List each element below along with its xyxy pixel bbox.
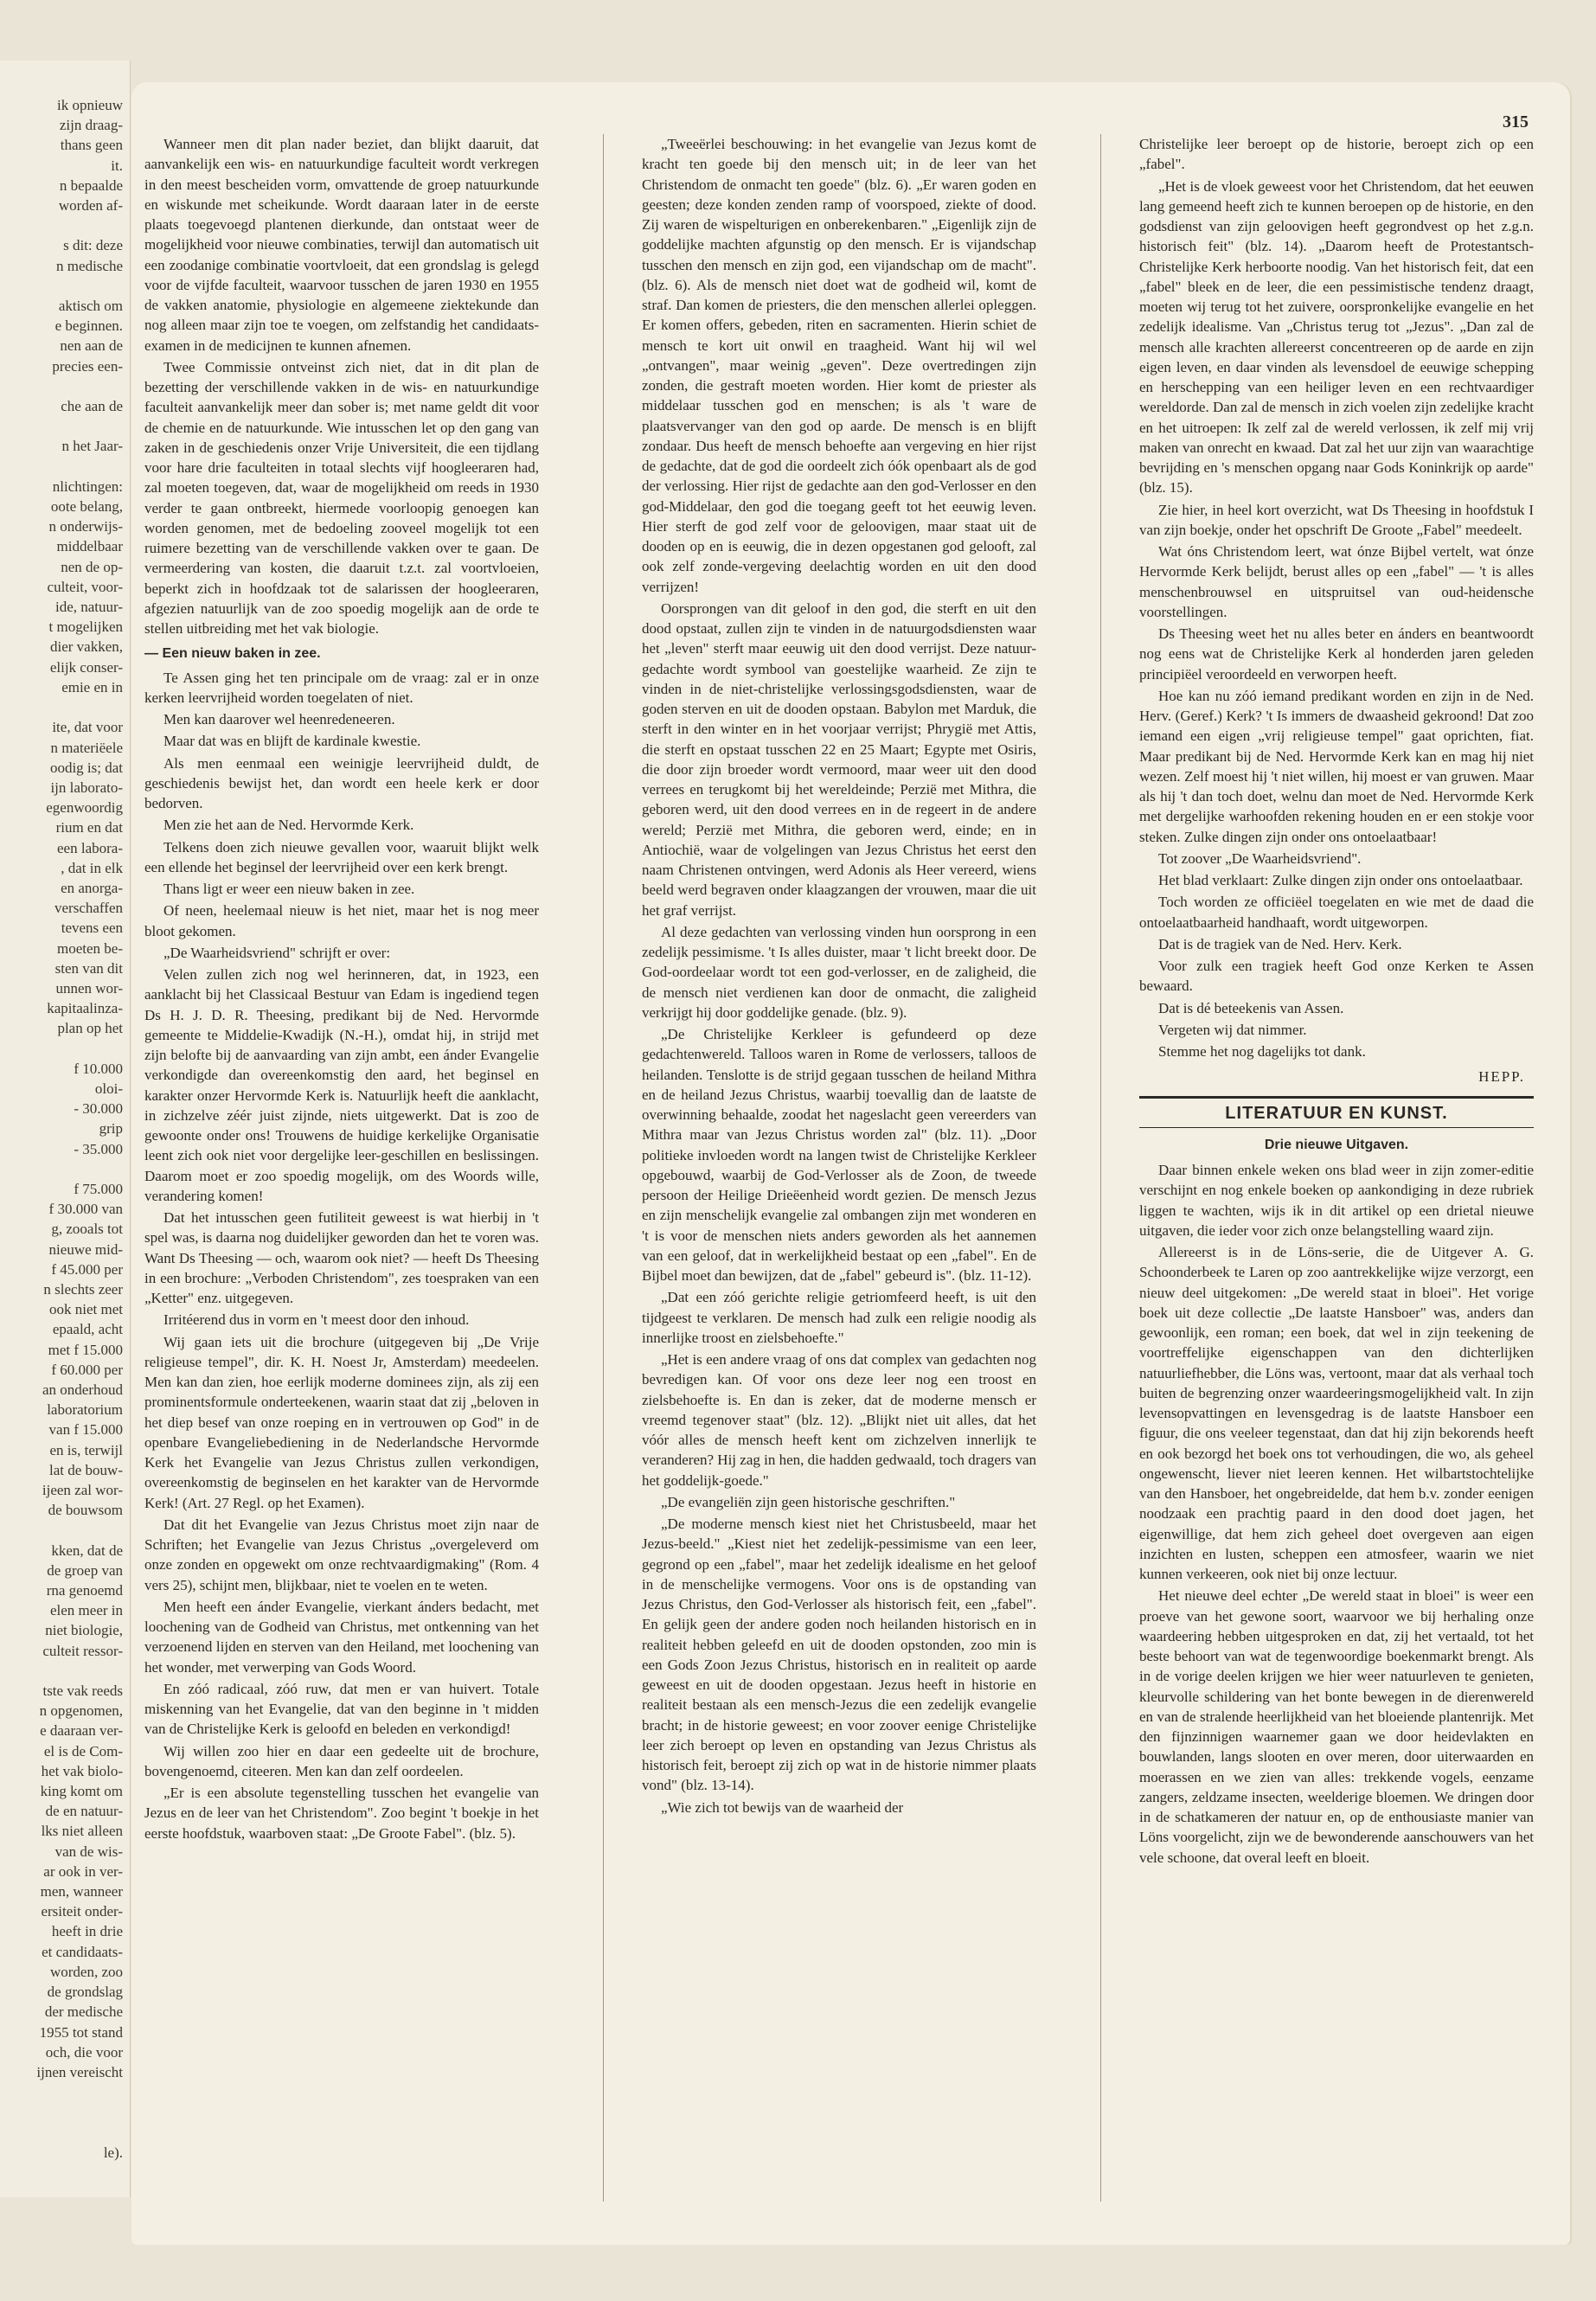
previous-page-line: sten van dit	[54, 959, 123, 977]
column-3	[1139, 134, 1534, 1869]
previous-page-line: en anorga-	[61, 879, 123, 896]
previous-page-line: it.	[111, 157, 123, 174]
previous-page-line: thans geen	[60, 137, 123, 154]
previous-page-line: f 45.000 per	[51, 1260, 123, 1278]
previous-page-line: ersiteit onder-	[41, 1903, 123, 1920]
previous-page-line: n slechts zeer	[43, 1280, 123, 1298]
previous-page-line: nen aan de	[60, 337, 123, 355]
paragraph: Of neen, heelemaal nieuw is het niet, maar het is nog meer bloot gekomen.	[144, 902, 539, 939]
page-number: 315	[1503, 112, 1529, 131]
previous-page-line: zijn draag-	[59, 117, 123, 134]
paragraph: Hoe kan nu zóó iemand predikant worden en zijn in de Ned. Herv. (Geref.) Kerk? 't Is immers de dwaasheid gekroond! Dat zoo iemand een eigen „vrij religieuse tempel" gaat oprichten, fiat. Maar predikant bij de Ned. Hervormde Kerk kan en mag hij niet wezen. Zelf moest hij 't niet willen, hij moest er van gruwen. Maar als hij 't dan toch doet, welnu dan moet de Ned. Hervormde Kerk met dergelijke warhoofden rekening houden en er een stokje voor steken. Zulke dingen zijn onder ons ontoelaatbaar!	[1139, 687, 1534, 845]
quote-paragraph: Dat dit het Evangelie van Jezus Christus moet zijn naar de Schriften; het Evangelie van Jezus Christus „overgeleverd om onze zonden en opgewekt om onze rechtvaardigmaking" (Rom. 4 vers 25), schijnt men, blijkbaar, niet te voelen en te weten.	[144, 1516, 539, 1593]
paragraph: Zie hier, in heel kort overzicht, wat Ds Theesing in hoofdstuk I van zijn boekje, onder het opschrift De Groote „Fabel" meedeelt.	[1139, 501, 1534, 538]
previous-page-line: men, wanneer	[40, 1883, 123, 1900]
previous-page-line: e daaraan ver-	[40, 1722, 123, 1740]
previous-page-line: e beginnen.	[54, 317, 123, 335]
previous-page-line: oodig is; dat	[49, 759, 123, 776]
previous-page-line: ide, natuur-	[54, 599, 123, 616]
previous-page-line: ijnen vereischt	[36, 2063, 123, 2080]
previous-page-line: et candidaats-	[42, 1943, 123, 1960]
paragraph: „Tweeërlei beschouwing: in het evangelie van Jezus komt de kracht ten goede bij den mensch uit; in de leer van het Christendom de onmacht ten goede" (blz. 6). „Er waren goden en geesten; deze konden zenden ramp of voorspoed, ziekte of dood. Zij waren de wispelturigen en onberekenbaren." „Eigenlijk zijn de goddelijke machten afgunstig op den mensch. Er is vijandschap tusschen den mensch en zijn god, een vijandschap om de macht". (blz. 6). Als de mensch niet doet wat de godheid wil, komt de straf. Dan komen de priesters, die den menschen allerlei opleggen. Er komen offers, gebeden, riten en sacramenten. Hierin schiet de mensch te kort uit onwil en traagheid. Want hij wil wel „ontvangen", maar weinig „geven". Deze overtredingen zijn zonden, die gestraft moeten worden. Hier komt de priester als middelaar tusschen god en menschen; is als 't ware de plaatsvervanger van den god op aarde. De mensch is en blijft zondaar. Dus heeft de mensch behoefte aan vergeving en hier rijst de gedachte, dat de god die oordeelt zich óók openbaart als de god der verlossing. Hier rijst de gedachte aan den god-Verlosser en den god-Middelaar, den god die toegang geeft tot het eeuwig leven. Hier sterft de god zelf voor de geloovigen, maar staat uit de dooden op en is eeuwig, die in dezen opgestanen god gelooft, zal ook zelf zonde-vergeving deelachtig worden en uit den dood verrijzen!	[642, 136, 1036, 595]
paragraph: Wat óns Christendom leert, wat ónze Bijbel vertelt, wat ónze Hervormde Kerk belijdt, berust alles op een „fabel" — 't is alles menschenbrouwsel en uitspruitsel van oud-heidensche voorstellingen.	[1139, 543, 1534, 620]
previous-page-line	[0, 457, 123, 477]
paragraph: Dat is de tragiek van de Ned. Herv. Kerk.	[1158, 935, 1402, 952]
previous-page-line: n materiëele	[50, 739, 123, 756]
paragraph: Christelijke leer beroept op de historie, beroept zich op een „fabel".	[1139, 136, 1534, 173]
previous-page-line: dier vakken,	[49, 638, 123, 656]
paragraph: Men kan daarover wel heenredeneeren.	[163, 711, 395, 727]
previous-page-line: elen meer in	[49, 1602, 123, 1619]
paragraph: „Het is de vloek geweest voor het Christendom, dat het eeuwen lang gemeend heeft zich te kunnen beroepen op de historie, en den godsdienst van zijn geloovigen heeft gegrondvest op het z.g.n. historisch feit" (blz. 14). „Daarom heeft de Protestantsch-Christelijke Kerk herboorte noodig. Van het historisch feit, dat een „fabel" bleek en de leer, die een pessimistische tendenz draagt, moeten wij terug tot het zuivere, oorspronkelijke evangelie en het zedelijk idealisme. Van „Christus terug tot „Jezus". „Dan zal de mensch alle krachten allereerst concentreeren op de aarde en zijn eigen leven, en daar vinden als levensdoel de eeuwige schepping en herschepping van een heiliger leven en een rechtvaardiger wereldorde. Dan zal de mensch in zich voelen zijn zedelijke kracht en het uitroepen: Ik zelf zal de wereld verlossen, ik zelf mij vrij maken van onrecht en kwaad. Dat zal het uur zijn van waarachtige bevrijding en 's menschen opgang naar Gods Koninkrijk op aarde" (blz. 15).	[1139, 177, 1534, 497]
previous-page-line: het vak biolo-	[41, 1762, 123, 1779]
previous-page-line: f 30.000 van	[48, 1201, 123, 1218]
previous-page-line: n opgenomen,	[39, 1702, 123, 1720]
previous-page-line: f 75.000	[74, 1180, 123, 1197]
paragraph: Stemme het nog dagelijks tot dank.	[1158, 1043, 1366, 1060]
previous-page-line: lat de bouw-	[49, 1461, 123, 1478]
newspaper-page	[131, 82, 1572, 2245]
previous-page-line: culteit ressor-	[42, 1642, 123, 1659]
paragraph: Maar dat was en blijft de kardinale kwestie.	[163, 733, 421, 750]
paragraph: „De moderne mensch kiest niet het Christusbeeld, maar het Jezus-beeld." „Kiest niet het zedelijk-pessimisme van een leer, gegrond op een „fabel", maar het zedelijk idealisme en het geloof in de menschelijke vermogens. Voor ons is de opstanding van Jezus Christus, den God-Verlosser als historisch feit, een „fabel". En gelijk geen der andere goden noch heilanden historisch en in realiteit hebben geleefd en uit de dooden opstonden, zoo min is een Gods Zoon Jezus Christus, historisch en in realiteit op aarde geweest en uit de dooden opgestaan. Jezus heeft in historie en realiteit bestaan als een mensch-Jezus die een zedelijk evangelie bracht; in de historie geweest; en voor zoover eenige Christelijke leer zich beroept op leven en opstanding van Jezus Christus als historisch feit, beroept zij zich op wat in de historie nimmer plaats vond" (blz. 13-14).	[642, 1516, 1036, 1794]
previous-page-line: met f 15.000	[48, 1341, 123, 1358]
previous-page-line: emie en in	[61, 678, 123, 695]
previous-page-line: nieuwe mid-	[48, 1240, 123, 1258]
previous-page-line: ik opnieuw	[56, 97, 123, 113]
section-title-baken: — Een nieuw baken in zee.	[144, 646, 321, 662]
previous-page-line: el is de Com-	[43, 1742, 123, 1759]
previous-page-line: tevens een	[61, 920, 123, 937]
previous-page-line	[0, 1520, 123, 1540]
paragraph: Tot zoover „De Waarheidsvriend".	[1158, 849, 1362, 867]
previous-page-line: epaald, acht	[52, 1321, 123, 1338]
paragraph: Het blad verklaart: Zulke dingen zijn onder ons ontoelaatbaar.	[1158, 872, 1523, 888]
previous-page-line: precies een-	[52, 357, 123, 375]
paragraph: Allereerst is in de Löns-serie, die de Uitgever A. G. Schoonderbeek te Laren op zoo aantrekkelijke wijze verzorgt, een nieuw deel uitgekomen: „De wereld staat in bloei". Het vorige boek uit deze collectie „De laatste Hansboer" was, anders dan gewoonlijk, een roman; een boek, dat wel in zijn teekening de voortreffelijke eigenschappen van den dichterlijken natuurliefhebber, die Löns was, vertoont, maar dat als verhaal toch buiten de begrenzing onzer waardeeringsmogelijkheid valt. In zijn levensopvattingen en levensgedrag is de laatste Hansboer een figuur, die ons veeleer tegenstaat, dan dat hij zijn bekorends heeft en ook bezorgd het boek ons tot verhoudingen, die wo, als geheel ongewenscht, liever niet leeren kennen. Het wilbartstochtelijke van den Hansboer, het ongebreidelde, dat hem b.v. zonder eenigen noodzaak een prachtig paard in den dood doet jagen, het eigenwillige, dat hem zich geheel doet overgeven aan eigen inzichten en lusten, scheppen een atmosfeer, waarin we niet kunnen verkeeren, ook niet bij onze lectuur.	[1139, 1244, 1534, 1582]
previous-page-line: worden af-	[58, 197, 123, 215]
paragraph: Ds Theesing weet het nu alles beter en ánders en beantwoordt nog eens wat de Christelijke Kerk al honderden jaren geleden principiëel veroordeeld en verworpen heeft.	[1139, 625, 1534, 683]
quote-paragraph: En zóó radicaal, zóó ruw, dat men er van huivert. Totale miskenning van het Evangelie, dat van den beginne in 't midden van de Christelijke Kerk is geloofd en beleden en verkondigd!	[144, 1680, 539, 1738]
paragraph: „De Waarheidsvriend" schrijft er over:	[163, 944, 391, 961]
previous-page-line: moeten be-	[57, 939, 123, 957]
paragraph: „De Christelijke Kerkleer is gefundeerd op deze gedachtenwereld. Talloos waren in Rome de verlossers, talloos de heilanden. Tenslotte is de strijd gegaan tusschen de heiland Mithra en de heiland Jezus Christus, waarbij toevallig dan de laatste de overwinning behaalde, zoodat het nageslacht geen vereerders van Mithra maar van Jezus Christus worden zal" (blz. 11). „Door politieke invloeden wordt na langen twist de Christelijke Kerkleer opgebouwd, waarbij de God-Verlosser als de Zoon, de tweede persoon der Heilige Drieëenheid wordt gezien. De mensch Jezus en zijn menschelijk evangelie zal ombangen zijn met wonderen en 't is voor de menschen niets anders geworden als het aannemen van een geloof, dat in werkelijkheid bestaat op een „fabel". En de Bijbel moet dan bewijzen, dat de „fabel" gebeurd is". (blz. 11-12).	[642, 1026, 1036, 1284]
paragraph: Twee Commissie ontveinst zich niet, dat in dit plan de bezetting der verschillende vakken in de wis- en natuurkundige faculteit aanvankelijk meer dan sober is; met name geldt dit voor de chemie en de natuurkunde. Wie intusschen let op den gang van zaken in de geschiedenis onzer Vrije Universiteit, die een tijdlang voor hare drie faculteiten in totaal slechts vijf hoogleeraren had, zal moeten toegeven, dat, waar de mogelijkheid om reeds in 1930 verder te gaan ontbreekt, hiermede voorloopig genoegen kan worden genomen, met de bedoeling zooveel mogelijk tot een ruimere bezetting van de verschillende vakken over te gaan. De vermeerdering van kosten, die daaruit t.z.t. zal voortvloeien, beperkt zich in hoofdzaak tot de salarissen der hoogleeraren, afgezien natuurlijk van de zoo spoedig mogelijk aan de orde te stellen uitbreiding met het vak biologie.	[144, 358, 539, 637]
paragraph: „Dat een zóó gerichte religie getriomfeerd heeft, is uit den tijdgeest te verklaren. De mensch had zulk een religie noodig als innerlijke troost en zielsbehoefte."	[642, 1289, 1036, 1346]
quote-paragraph: Dat het intusschen geen futiliteit geweest is wat hierbij in 't spel was, is daarna nog duidelijker geworden dan het te voren was. Want Ds Theesing — och, waarom ook niet? — heeft Ds Theesing in een brochure: „Verboden Christendom", zes toespraken van een „Ketter" enz. uitgegeven.	[144, 1209, 539, 1306]
paragraph: Wanneer men dit plan nader beziet, dan blijkt daaruit, dat aanvankelijk een wis- en natuurkundige faculteit wordt verkregen in den meest bescheiden vorm, omvattende de groep natuurkunde en wiskunde met scheikunde. Wordt daaraan later in de eerste plaats toegevoegd plantenen dierkunde, dan ontstaat weer de mogelijkheid voor nieuwe combinaties, terwijl dan automatisch uit een zoodanige combinatie voortvloeit, dat een grondslag is gelegd voor de vijfde faculteit, waarvoor tusschen de jaren 1930 en 1955 de vakken anatomie, physiologie en algemeene ziektekunde dan nog alleen maar zijn toe te voegen, om zelfstandig het candidaats-examen in de medicijnen te kunnen afnemen.	[144, 136, 539, 354]
paragraph: Vergeten wij dat nimmer.	[1158, 1021, 1307, 1038]
previous-page-line	[0, 697, 123, 717]
previous-page-line: g, zooals tot	[51, 1221, 123, 1238]
previous-page-line: culteit, voor-	[47, 578, 123, 595]
paragraph: „Wie zich tot bewijs van de waarheid der	[661, 1798, 904, 1816]
previous-page-line: ook niet met	[49, 1301, 123, 1318]
previous-page-line: plan op het	[57, 1020, 123, 1037]
previous-page-line: elijk conser-	[49, 658, 123, 676]
previous-page-line: en is, terwijl	[49, 1441, 123, 1458]
column-divider	[603, 134, 604, 2202]
previous-page-line: van de wis-	[54, 1843, 123, 1860]
previous-page-edge	[0, 61, 131, 2197]
previous-page-line: een labora-	[57, 839, 123, 856]
paragraph: Toch worden ze officiëel toegelaten en wie met de daad die ontoelaatbaarheid handhaaft, wordt uitgeworpen.	[1139, 894, 1534, 931]
previous-page-line: - 35.000	[74, 1140, 123, 1157]
column-divider	[1100, 134, 1101, 2202]
previous-page-line: ite, dat voor	[52, 719, 123, 736]
previous-page-line: s dit: deze	[63, 237, 123, 254]
previous-page-line	[0, 1039, 123, 1059]
previous-page-line: van f 15.000	[48, 1421, 123, 1439]
previous-page-line: 1955 tot stand	[39, 2023, 123, 2041]
previous-page-line: n bepaalde	[59, 176, 123, 194]
previous-page-line: lks niet alleen	[41, 1823, 123, 1840]
previous-page-column-fragment	[0, 95, 123, 2163]
previous-page-line: worden, zoo	[49, 1963, 123, 1980]
paragraph: Al deze gedachten van verlossing vinden hun oorsprong in een zedelijk pessimisme. 't Is alles duister, maar 't licht breekt door. De God-oordeelaar wordt tot een god-verlosser, en de zaligheid, die de mensch niet verdienen kan door de onmacht, die zaligheid verkrijgt hij door goddelijke genade. (blz. 9).	[642, 923, 1036, 1021]
previous-page-line: verschaffen	[54, 900, 123, 917]
previous-page-line: t mogelijken	[48, 619, 123, 636]
paragraph: „De evangeliën zijn geen historische geschriften."	[661, 1493, 956, 1510]
previous-page-line: nen de op-	[61, 558, 123, 575]
paragraph: „Het is een andere vraag of ons dat complex van gedachten nog bevredigen kan. Of voor ons deze leer nog een troost en zielsbehoefte is. En dan is zeker, dat de moderne mensch er vreemd tegenover staat" (blz. 12). „Blijkt niet uit alles, dat het vóór alles de mensch heeft kent om zichzelven innerlijk te veranderen? Hij zag in hen, die hadden gedwaald, toch dragers van het goddelijk-goede."	[642, 1351, 1036, 1489]
previous-page-line: egenwoordig	[46, 799, 123, 817]
paragraph: Het nieuwe deel echter „De wereld staat in bloei" is weer een proeve van het gewone soort, waarvoor we bij herhaling onze waardeering hebben uitgesproken en dat, zij het vertaald, tot het beste behoort van wat de tegenwoordige boekenmarkt brengt. Als in de vorige deelen krijgen we hier weer natuurleven te genieten, kleurvolle schildering van het bonte bewegen in de dierenwereld en van de stralende heerlijkheid van het bloeiende plantenrijk. Met den fijnzinnigen waarnemer gaan we door heidevlakten en bouwlanden, langs slooten en over meren, door uiterwaarden en moerassen en we zien van alles: trekkende vogels, eenzame zangers, zeldzame insecten, weelderige bloemen. We dringen door in de schatkameren der natuur en, op de enthousiaste manier van Löns voorgelicht, zijn we de bewonderende aanschouwers van het vele schoone, dat overal leeft en bloeit.	[1139, 1587, 1534, 1866]
paragraph: Voor zulk een tragiek heeft God onze Kerken te Assen bewaard.	[1139, 958, 1534, 995]
previous-page-line: tste vak reeds	[42, 1682, 123, 1700]
previous-page-line: de en natuur-	[45, 1803, 123, 1820]
previous-page-line: unnen wor-	[55, 979, 123, 997]
paragraph: Te Assen ging het ten principale om de vraag: zal er in onze kerken leervrijheid worden toegelaten of niet.	[144, 669, 539, 706]
previous-page-line	[0, 2082, 123, 2102]
section-title-literatuur: LITERATUUR EN KUNST.	[1139, 1096, 1534, 1128]
previous-page-line	[0, 276, 123, 296]
previous-page-line: de bouwsom	[48, 1502, 123, 1519]
previous-page-line: ijeen zal wor-	[42, 1482, 123, 1499]
previous-page-line: oloi-	[94, 1080, 123, 1097]
previous-page-line: n het Jaar-	[61, 438, 123, 455]
previous-page-line	[0, 376, 123, 396]
previous-page-line: rna genoemd	[46, 1582, 123, 1599]
previous-page-line: - 30.000	[74, 1100, 123, 1118]
previous-page-line: , dat in elk	[61, 859, 123, 876]
quote-paragraph: Men heeft een ánder Evangelie, vierkant ánders bedacht, met loochening van de Godheid van Christus, met ontkenning van het verzoenend lijden en sterven van den Heiland, met loochening van het wonder, met verwerping van Gods Woord.	[144, 1598, 539, 1676]
previous-page-line: ijn laborato-	[50, 779, 123, 796]
previous-page-line: ar ook in ver-	[43, 1862, 123, 1880]
quote-paragraph: Wij gaan iets uit die brochure (uitgegeven bij „De Vrije religieuse tempel", dir. K. H. Noest Jr, Amsterdam) meedeelen. Men kan dan zien, hoe eerlijk moderne dominees zijn, als zij een prominentsformule onderteekenen, waarin staat dat zij „beloven in het diep besef van onze roeping en in vertrouwen op God" in de openbare Evangeliebediening in de Nederlandsche Hervormde Kerk het Evangelie van Jezus Christus zullen verkondigen, overeenkomstig de beginselen en het karakter van de Hervormde Kerk! (Art. 27 Regl. op het Examen).	[144, 1333, 539, 1511]
previous-page-line: kken, dat de	[51, 1541, 123, 1559]
quote-paragraph: Wij willen zoo hier en daar een gedeelte uit de brochure, bovengenoemd, citeeren. Men kan dan zelf oordeelen.	[144, 1742, 539, 1779]
paragraph: Daar binnen enkele weken ons blad weer in zijn zomer-editie verschijnt en nog enkele boeken op aankondiging in deze rubriek liggen te wachten, wijs ik in dit artikel op een drietal nieuwe uitgaven, die ieder voor zich onze belangstelling waard zijn.	[1139, 1162, 1534, 1239]
previous-page-line: niet biologie,	[45, 1622, 123, 1639]
previous-page-line	[0, 1661, 123, 1681]
previous-page-line: an onderhoud	[42, 1381, 123, 1398]
previous-page-line: de grondslag	[47, 1984, 123, 2001]
previous-page-line: oote belang,	[50, 498, 123, 516]
previous-page-line: grip	[99, 1120, 123, 1138]
section-subtitle: Drie nieuwe Uitgaven.	[1264, 1137, 1409, 1152]
previous-page-line	[0, 416, 123, 436]
paragraph: Dat is dé beteekenis van Assen.	[1158, 999, 1344, 1016]
quote-paragraph: Velen zullen zich nog wel herinneren, dat, in 1923, een aanklacht bij het Classicaal Bestuur van Edam is ingediend tegen Ds H. J. D. R. Theesing, predikant bij de Ned. Hervormde gemeente te Middelie-Kwadijk (N.-H.), omdat hij, in strijd met zijn belofte bij de aanvaarding van zijn ambt, een ánder Evangelie verkondigde dan overeenkomstig den aard, het beginsel en karakter onzer Hervormde Kerk is. Natuurlijk heeft die aanklacht, in zichzelve zéér juist zijnde, niets uitgewerkt. Dat is zoo de gewoonte onder ons! Trouwens de huidige kerkelijke Organisatie leent zich ook niet voor dergelijke leer-geschillen en beslissingen. Daarom moet er zoo spoedig mogelijk, om des Woords wille, verandering komen!	[144, 966, 539, 1204]
previous-page-line: le).	[103, 2144, 123, 2161]
previous-page-line: n medische	[56, 257, 123, 274]
paragraph: Thans ligt er weer een nieuw baken in zee.	[163, 881, 415, 897]
previous-page-line: king komt om	[40, 1783, 123, 1800]
quote-paragraph: Irritéerend dus in vorm en 't meest door den inhoud.	[163, 1311, 470, 1329]
paragraph: Telkens doen zich nieuwe gevallen voor, waaruit blijkt welk een ellende het beginsel der leervrijheid over een kerk brengt.	[144, 838, 539, 875]
paragraph: Men zie het aan de Ned. Hervormde Kerk.	[163, 817, 414, 834]
column-2	[642, 134, 1036, 1819]
previous-page-line: nlichtingen:	[52, 478, 123, 495]
previous-page-line	[0, 1159, 123, 1179]
paragraph: Als men eenmaal een weinigje leervrijheid duldt, de geschiedenis bewijst het, dan wordt een heele kerk er door bedorven.	[144, 754, 539, 811]
previous-page-line: de groep van	[47, 1561, 123, 1579]
previous-page-line	[0, 2123, 123, 2143]
previous-page-line: laboratorium	[47, 1401, 123, 1419]
previous-page-line: f 10.000	[74, 1060, 123, 1077]
paragraph: Oorsprongen van dit geloof in den god, die sterft en uit den dood opstaat, zullen zijn te vinden in de natuurgodsdiensten waar het „leven" sterft maar eeuwig uit den dood verrijst. Deze natuur-gedachte wordt symbool van goestelijke waarheid. Ze zijn te vinden in de niet-christelijke verlossingsgodsdiensten, waar de goden sterven en uit de dooden opstaan. Babylon met Marduk, die sterft in den winter en in het voorjaar verrijst; Phrygië met Attis, die sterft en opstaat tusschen 22 en 25 Maart; Egypte met Osiris, die door zijn broeder wordt vermoord, maar weer uit den dood verrees en terugkomt bij het wereldeinde; Perzië met Mithra, die geboren werd, uit den dood verrees en in de regeert in de andere wereld; Perzië met Mithra, die geboren werd, einde; en in Antiochië, waar de volgelingen van Jezus Christus het eerst den naam Christenen ontvingen, werd Adonis als Heer vereerd, wiens beeld werd begraven onder klaagzangen der vrouwen, maar die uit het graf verrijst.	[642, 599, 1036, 919]
previous-page-line: che aan de	[61, 398, 123, 415]
previous-page-line	[0, 215, 123, 235]
previous-page-line: middelbaar	[56, 538, 123, 555]
previous-page-line: och, die voor	[45, 2043, 123, 2061]
previous-page-line	[0, 2102, 123, 2122]
author-signature: HEPP.	[1478, 1068, 1525, 1086]
previous-page-line: der medische	[44, 2003, 123, 2021]
column-1	[144, 134, 539, 1845]
previous-page-line: heeft in drie	[51, 1923, 123, 1940]
previous-page-line: f 60.000 per	[51, 1361, 123, 1378]
previous-page-line: aktisch om	[58, 298, 123, 315]
quote-paragraph: „Er is een absolute tegenstelling tusschen het evangelie van Jezus en de leer van het Christendom". Zoo begint 't boekje in het eerste hoofdstuk, waarboven staat: „De Groote Fabel". (blz. 5).	[144, 1785, 539, 1842]
previous-page-line: rium en dat	[55, 819, 123, 836]
previous-page-line: kapitaalinza-	[47, 1000, 123, 1017]
previous-page-line: n onderwijs-	[48, 518, 123, 535]
